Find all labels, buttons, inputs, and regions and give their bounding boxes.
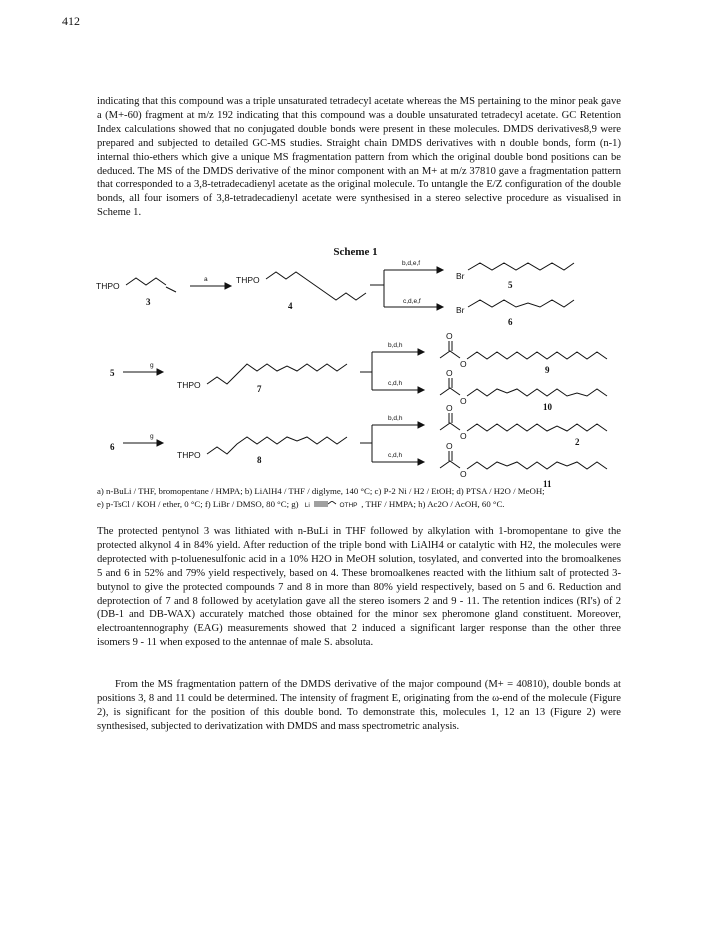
thpo-label-4: THPO [236, 275, 260, 285]
page-number: 412 [62, 14, 80, 28]
reagent-g-othp: OTHP [339, 502, 358, 509]
compound-3: 3 [146, 297, 151, 307]
reagents-line-1: a) n-BuLi / THF, bromopentane / HMPA; b) LiAlH4 / THF / diglyme, 140 °C; c) P-2 Ni / H2 / EtOH; d) PTSA / H2O / MeOH; [97, 486, 545, 496]
compound-4: 4 [288, 301, 293, 311]
compound-9: 9 [545, 365, 550, 375]
scheme-title: Scheme 1 [333, 246, 378, 258]
compound-2: 2 [575, 437, 580, 447]
br-label-6: Br [456, 305, 465, 315]
chain-6 [468, 300, 574, 307]
reagent-g-li: Li [304, 502, 310, 509]
carbonyl-o-9: O [446, 331, 453, 341]
chain-7 [207, 364, 347, 384]
carbonyl-o-11: O [446, 441, 453, 451]
thpo-label-3: THPO [96, 281, 120, 291]
step-a-label: a [204, 276, 208, 283]
paragraph-intro: indicating that this compound was a triple unsaturated tetradecyl acetate whereas the MS pertaining to the minor peak gave a (M+-60) fragment at m/z 192 indicating that this compound was a double unsaturated tetradecyl acetate. GC Retention Index calculations showed that no conjugated double bonds were present in these molecules. DMDS derivatives8,9 were prepared and subjected to detailed GC-MS studies. Straight chain DMDS derivatives with n double bonds, form (n-1) internal thio-ethers which give a unique MS fragmentation pattern from which the original double bond positions can be deduced. The MS of the DMDS derivative of the minor component with an M+ at m/z 37810 gave a fragmentation pattern that corresponded to a 3,8-tetradecadienyl acetate as the original molecule. To untangle the E/Z configuration of the double bonds, all four isomers of 3,8-tetradecadienyl acetate were synthesised in a stereo selective procedure as visualised in Scheme 1. [97, 96, 621, 219]
reagents-line-2b: , THF / HMPA; h) Ac2O / AcOH, 60 °C. [361, 499, 505, 509]
carbonyl-o-2: O [446, 403, 453, 413]
compound-8: 8 [257, 455, 262, 465]
cond-bdh-1: b,d,h [388, 342, 403, 349]
scheme-1-diagram [0, 255, 711, 490]
br-label-5: Br [456, 271, 465, 281]
chain-2 [467, 424, 607, 431]
chain-11 [467, 462, 607, 469]
paragraph-ms-fragmentation: From the MS fragmentation pattern of the DMDS derivative of the major compound (M+ = 40810), double bonds at positions 3, 8 and 11 could be determined. The intensity of fragment E, originating from the ω-end of the molecule (Figure 2), is significant for the position of this double bond. To demonstrate this, molecules 1, 12 an 13 (Figure 2) were synthesised, subjected to derivatization with DMDS and mass spectrometric analysis. [97, 679, 621, 732]
scheme-reagents [97, 485, 627, 512]
ester-o-9: O [460, 359, 467, 369]
compound-6-start: 6 [110, 442, 115, 452]
compound-7: 7 [257, 384, 262, 394]
step-g-label-1: g [150, 362, 154, 369]
chain-10 [467, 389, 607, 396]
carbonyl-o-10: O [446, 368, 453, 378]
compound-5-start: 5 [110, 368, 115, 378]
cond-cdh-1: c,d,h [388, 380, 403, 387]
compound-10: 10 [543, 402, 552, 412]
thpo-label-8: THPO [177, 450, 201, 460]
cond-cdh-2: c,d,h [388, 452, 403, 459]
step-g-label-2: g [150, 433, 154, 440]
cond-bdef: b,d,e,f [402, 260, 421, 267]
thpo-label-7: THPO [177, 380, 201, 390]
chain-4 [266, 272, 366, 300]
compound-11: 11 [543, 479, 552, 489]
chain-8 [207, 437, 347, 454]
chain-5 [468, 263, 574, 270]
triple-bond-icon [312, 501, 338, 507]
reagent-g-structure [305, 502, 359, 509]
ester-o-10: O [460, 396, 467, 406]
chain-9 [467, 352, 607, 359]
cond-cdef: c,d,e,f [403, 298, 421, 305]
cond-bdh-2: b,d,h [388, 415, 403, 422]
reagents-line-2 [97, 498, 627, 512]
chain-3 [126, 278, 166, 285]
ester-o-2: O [460, 431, 467, 441]
compound-6: 6 [508, 317, 513, 327]
ester-o-11: O [460, 469, 467, 479]
paragraph-synthesis: The protected pentynol 3 was lithiated with n-BuLi in THF followed by alkylation with 1-bromopentane to give the protected alkynol 4 in 84% yield. After reduction of the triple bond with LiAlH4 or catalytic with H2, the molecules were deprotected with p-toluenesulfonic acid in a 10% H2O in MeOH solution, tosylated, and converted into the bromoalkenes 5 and 6 in 52% and 79% yield respectively, based on 4. These bromoalkenes reacted with the lithium salt of protected 3-butynol to give the protected compounds 7 and 8 in more than 80% yield respectively, based on 5 and 6. Reduction and deprotection of 7 and 8 followed by acetylation gave all the stereo isomers 2 and 9 - 11. The retention indices (RI's) of 2 (DB-1 and DB-WAX) accurately matched those obtained for the minor sex pheromone gland constituent. Moreover, electroantennography (EAG) measurements showed that 2 induced a significant larger response than the other three isomers 9 - 11 when exposed to the antennae of male S. absoluta. [97, 526, 621, 649]
reagents-line-2a: e) p-TsCl / KOH / ether, 0 °C; f) LiBr / DMSO, 80 °C; g) [97, 499, 299, 509]
compound-5: 5 [508, 280, 513, 290]
